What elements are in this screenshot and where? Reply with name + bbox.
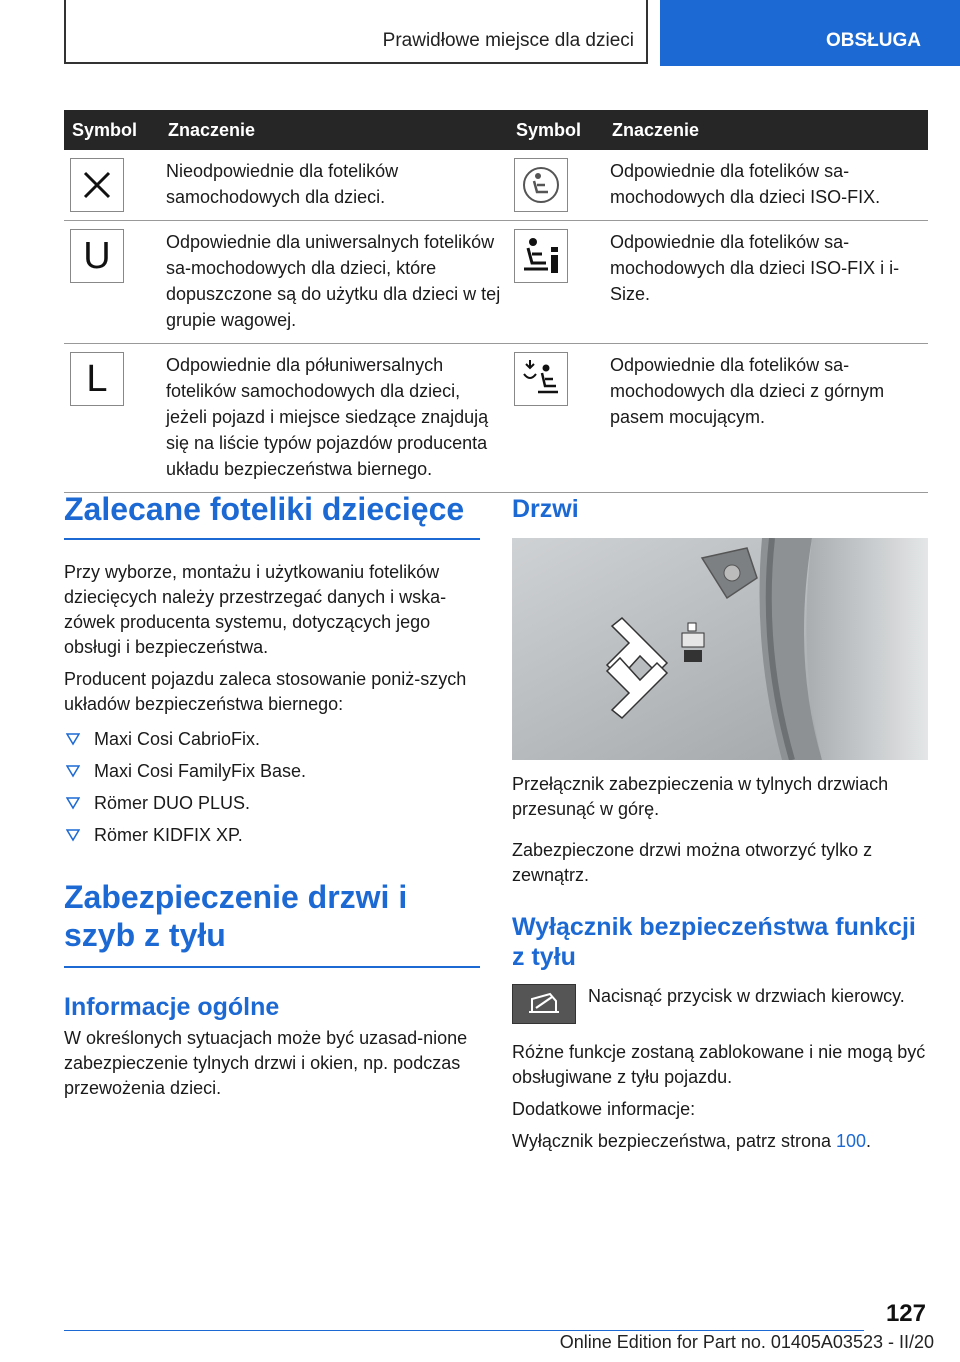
paragraph: Producent pojazdu zaleca stosowanie poniż-szych układów bezpieczeństwa biernego:: [64, 669, 467, 714]
isofix-icon: [514, 158, 568, 212]
triangle-bullet-icon: [66, 732, 80, 746]
page-reference: [512, 1129, 928, 1154]
heading-recommended-seats: Zalecane foteliki dziecięce: [64, 491, 465, 527]
symbol-cell: [508, 150, 604, 221]
semi-universal-letter: L: [86, 358, 108, 400]
list-item-text: Maxi Cosi FamilyFix Base.: [94, 761, 307, 781]
door-child-lock-image: [512, 538, 928, 760]
universal-letter: U: [83, 235, 111, 277]
universal-symbol: [70, 229, 124, 283]
table-row: [64, 221, 928, 344]
heading-rule: [64, 538, 480, 540]
meaning-cell: Nieodpowiednie dla fotelików samochodowych dla dzieci.: [160, 150, 508, 221]
header-frame: [64, 0, 648, 64]
heading-rule: [64, 966, 480, 968]
table-header: Symbol: [508, 110, 604, 150]
isize-icon: [514, 229, 568, 283]
paragraph: Przełącznik zabezpieczenia w tylnych drzwiach przesunąć w górę.: [512, 774, 889, 819]
paragraph: Zabezpieczone drzwi można otworzyć tylko z zewnątrz.: [512, 840, 873, 885]
rear-lock-switch-icon: [512, 984, 576, 1024]
switch-instruction: [512, 984, 928, 1024]
section-tab[interactable]: OBSŁUGA: [660, 0, 960, 66]
footer-edition: Online Edition for Part no. 01405A03523 - II/20: [559, 1332, 934, 1352]
cross-icon: [70, 158, 124, 212]
list-item: [64, 791, 480, 816]
list-item-text: Maxi Cosi CabrioFix.: [94, 729, 261, 749]
table-header: Znaczenie: [160, 110, 508, 150]
symbol-cell: [508, 221, 604, 344]
reference-text: Wyłącznik bezpieczeństwa, patrz strona: [512, 1131, 831, 1151]
footer-rule: [64, 1330, 864, 1331]
triangle-bullet-icon: [66, 796, 80, 810]
top-tether-icon: [514, 352, 568, 406]
paragraph: Nacisnąć przycisk w drzwiach kierowcy.: [588, 986, 905, 1006]
table-header-row: [64, 110, 928, 150]
symbol-cell: [64, 344, 160, 493]
list-item: [64, 727, 480, 752]
page-number: 127: [885, 1300, 926, 1327]
symbol-cell: [64, 221, 160, 344]
heading-general-info: Informacje ogólne: [64, 993, 280, 1021]
meaning-cell: Odpowiednie dla fotelików sa-mochodowych dla dzieci z górnym pasem mocującym.: [604, 344, 928, 493]
meaning-cell: Odpowiednie dla uniwersalnych fotelików sa-mochodowych dla dzieci, które dopuszczone są do użytku dla dzieci w tej grupie wagowej.: [160, 221, 508, 344]
reference-end: .: [866, 1131, 872, 1151]
right-column: [512, 490, 928, 1154]
table-row: [64, 150, 928, 221]
table-row: [64, 344, 928, 493]
heading-door-window-lock: Zabezpieczenie drzwi i szyb z tyłu: [64, 879, 408, 953]
paragraph: Przy wyborze, montażu i użytkowaniu fotelików dziecięcych należy przestrzegać danych i wska-zówek producenta systemu, dotyczących jego obsługi i bezpieczeństwa.: [64, 562, 447, 657]
meaning-cell: Odpowiednie dla fotelików sa-mochodowych dla dzieci ISO-FIX.: [604, 150, 928, 221]
triangle-bullet-icon: [66, 828, 80, 842]
table-header: Symbol: [64, 110, 160, 150]
list-item: [64, 823, 480, 848]
paragraph: Dodatkowe informacje:: [512, 1099, 696, 1119]
table-header: Znaczenie: [604, 110, 928, 150]
seat-list: [64, 727, 480, 848]
triangle-bullet-icon: [66, 764, 80, 778]
semi-universal-symbol: [70, 352, 124, 406]
paragraph: Różne funkcje zostaną zablokowane i nie mogą być obsługiwane z tyłu pojazdu.: [512, 1042, 926, 1087]
page-link[interactable]: 100: [836, 1131, 867, 1151]
heading-doors: Drzwi: [512, 495, 579, 523]
list-item: [64, 759, 480, 784]
left-column: [64, 490, 480, 1101]
list-item-text: Römer DUO PLUS.: [94, 793, 251, 813]
list-item-text: Römer KIDFIX XP.: [94, 825, 243, 845]
meaning-cell: Odpowiednie dla półuniwersalnych fotelików samochodowych dla dzieci, jeżeli pojazd i miejsce siedzące znajdują się na liście typów pojazdów producenta układu bezpieczeństwa biernego.: [160, 344, 508, 493]
symbol-cell: [64, 150, 160, 221]
paragraph: W określonych sytuacjach może być uzasad-nione zabezpieczenie tylnych drzwi i okien, np. podczas przewożenia dzieci.: [64, 1028, 468, 1098]
meaning-cell: Odpowiednie dla fotelików sa-mochodowych dla dzieci ISO-FIX i i-Size.: [604, 221, 928, 344]
header-title: Prawidłowe miejsce dla dzieci: [382, 30, 634, 51]
heading-rear-safety-switch: Wyłącznik bezpieczeństwa funkcji z tyłu: [512, 913, 916, 971]
symbol-table: [64, 110, 928, 493]
symbol-cell: [508, 344, 604, 493]
